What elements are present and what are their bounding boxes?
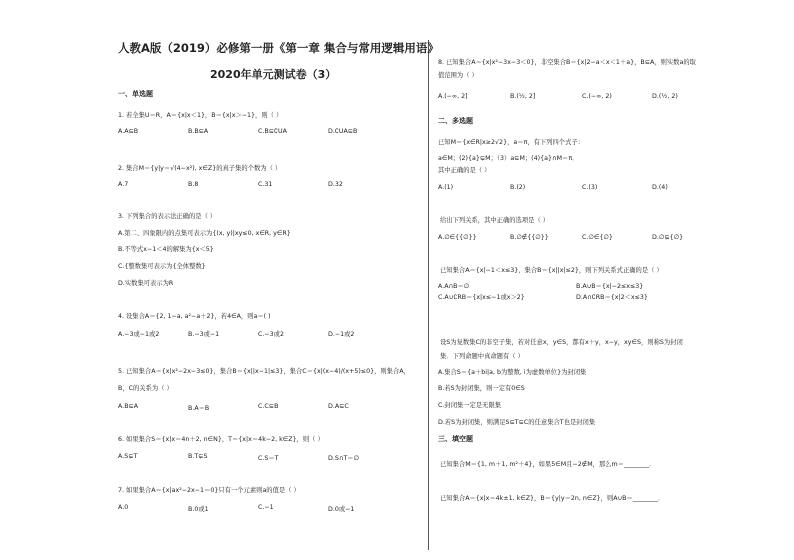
- option: B.∅∉{{∅}}: [510, 234, 549, 241]
- option: D.(4): [652, 184, 668, 191]
- option: D.A⊆C: [328, 403, 349, 410]
- question-7: 7. 如果集合A＝{x|ax²−2x−1＝0}只有一个元素则a的值是（ ）: [118, 487, 300, 494]
- option: C.(−∞, 2): [582, 93, 612, 100]
- question-1-options: [118, 128, 418, 137]
- option: C.(3): [582, 184, 598, 191]
- question-3-option-a: A.第二、四象限内的点集可表示为{(x, y)|xy≤0, x∈R, y∈R}: [118, 230, 291, 237]
- question-1: 1. 若全集U＝R，A＝{x|x＜1}，B＝{x|x＞−1}，则（ ）: [118, 112, 283, 119]
- question-8: 8. 已知集合A＝{x|x²−3x−3＜0}，非空集合B＝{x|2−a＜x＜1＋a}，B⊆A，则实数a的取: [438, 59, 696, 66]
- question-12-line2: 集．下列命题中真命题有（ ）: [440, 353, 524, 360]
- question-11-option-b: B.A∪B＝{x|−2≤x≤3}: [576, 283, 644, 290]
- option: B.A＝B: [188, 405, 210, 412]
- option: B.8: [188, 181, 199, 188]
- option: A.∅∈{{∅}}: [438, 234, 477, 241]
- option: B.0或1: [188, 506, 209, 513]
- option: A.S⊊T: [118, 453, 138, 460]
- question-9-options: [438, 184, 738, 193]
- section-multiple-choice: 二、多选题: [438, 117, 473, 125]
- question-3: 3. 下列集合的表示法正确的是（ ）: [118, 213, 217, 220]
- option: A.A⊆B: [118, 128, 139, 135]
- option: C.−1: [258, 504, 274, 511]
- question-8-options: [438, 93, 738, 102]
- option: C.S＝T: [258, 455, 279, 462]
- option: C.∅∈{∅}: [582, 234, 613, 241]
- option: C.−3或2: [258, 331, 284, 338]
- option: A.−3或−1或2: [118, 331, 160, 338]
- question-9-line3: 其中正确的是（ ）: [438, 167, 491, 174]
- question-10-options: [438, 234, 738, 243]
- question-7-options: [118, 504, 418, 513]
- exam-subtitle: 2020年单元测试卷（3）: [210, 68, 337, 81]
- question-8-line2: 值范围为（ ）: [438, 72, 478, 79]
- option: C.C⊆B: [258, 403, 279, 410]
- question-12-option-b: B.若S为封闭集，则一定有0∈S: [438, 385, 525, 392]
- question-11: 已知集合A＝{x|−1＜x≤3}，集合B＝{x||x|≤2}，则下列关系式正确的是（ ）: [440, 267, 663, 274]
- option: B.B⊆A: [188, 128, 209, 135]
- question-4: 4. 设集合A＝{2, 1−a, a²−a＋2}，若4∈A，则a＝( ): [118, 313, 271, 320]
- option: D.∅⊊{∅}: [652, 234, 684, 241]
- question-4-options: [118, 329, 418, 338]
- option: A.0: [118, 504, 129, 511]
- column-divider: [428, 40, 429, 550]
- section-fill-blank: 三、填空题: [438, 435, 473, 443]
- question-11-option-a: A.A∩B＝∅: [438, 283, 470, 290]
- question-13: 已知集合M＝{1, m＋1, m²＋4}，如果5∈M且−2∉M，那么m＝________．: [440, 461, 656, 468]
- question-12-option-d: D.若S为封闭集，则满足S⊆T⊆C的任意集合T也是封闭集: [438, 419, 596, 426]
- question-2: 2. 集合M＝{y|y＝√(4−x²), x∈Z}的真子集的个数为（ ）: [118, 165, 282, 172]
- option: C.B⊆∁UA: [258, 128, 287, 135]
- question-5: 5. 已知集合A＝{x|x²−2x−3≤0}，集合B＝{x||x−1|≤3}，集合C＝{x|(x−4)/(x+5)≤0}，则集合A，: [118, 368, 410, 375]
- question-6: 6. 如果集合S＝{x|x＝4n＋2, n∈N}，T＝{x|x＝4k−2, k∈Z}，则（ ）: [118, 436, 324, 443]
- question-5-line2: B，C的关系为（ ）: [118, 385, 173, 392]
- question-9-line2: a∈M；(2){a}⊊M；（3）a⊆M；(4){a}∩M＝π．: [438, 155, 579, 162]
- option: B.−3或−1: [188, 331, 220, 338]
- option: A.(−∞, 2]: [438, 93, 468, 100]
- option: D.(½, 2): [652, 93, 678, 100]
- question-12-option-c: C.封闭集一定是无限集: [438, 402, 502, 409]
- question-3-option-b: B.不等式x−1＜4的解集为{x＜5}: [118, 246, 214, 253]
- question-12-option-a: A.集合S＝{a＋bi|a, b为整数, i为虚数单位}为封闭集: [438, 369, 587, 376]
- question-11-option-d: D.A∩∁RB＝{x|2＜x≤3}: [576, 294, 648, 301]
- question-3-option-c: C.{整数集可表示为{全体整数}: [118, 263, 206, 270]
- question-6-options: [118, 453, 418, 462]
- question-2-options: [118, 181, 418, 190]
- question-12: 设S为复数集C的非空子集，若对任意x，y∈S，都有x＋y，x−y，xy∈S，则称S为封闭: [440, 339, 683, 346]
- option: A.B⊆A: [118, 403, 139, 410]
- question-10: 给出下列关系，其中正确的选项是（ ）: [440, 217, 550, 224]
- question-9: 已知M＝{x∈R|x≥2√2}，a＝π，有下列四个式子：: [438, 139, 584, 146]
- option: A.(1): [438, 184, 454, 191]
- exam-title: 人教A版（2019）必修第一册《第一章 集合与常用逻辑用语》: [118, 41, 439, 55]
- option: D.−1或2: [328, 331, 355, 338]
- question-11-option-c: C.A∪∁RB＝{x|x≤−1或x＞2}: [438, 294, 525, 301]
- question-5-options: [118, 403, 418, 412]
- section-single-choice: 一、单选题: [118, 90, 153, 98]
- option: B.T⊊S: [188, 453, 208, 460]
- option: D.0或−1: [328, 506, 355, 513]
- option: B.(2): [510, 184, 526, 191]
- option: D.∁UA⊆B: [328, 128, 358, 135]
- question-3-option-d: D.实数集可表示为R: [118, 280, 174, 287]
- option: A.7: [118, 181, 129, 188]
- question-14: 已知集合A＝{x|x＝4k±1, k∈Z}，B＝{y|y＝2n, n∈Z}，则A∪B＝________．: [440, 495, 665, 502]
- option: D.32: [328, 181, 343, 188]
- option: C.31: [258, 181, 273, 188]
- option: D.S∩T＝∅: [328, 455, 360, 462]
- option: B.(½, 2]: [510, 93, 536, 100]
